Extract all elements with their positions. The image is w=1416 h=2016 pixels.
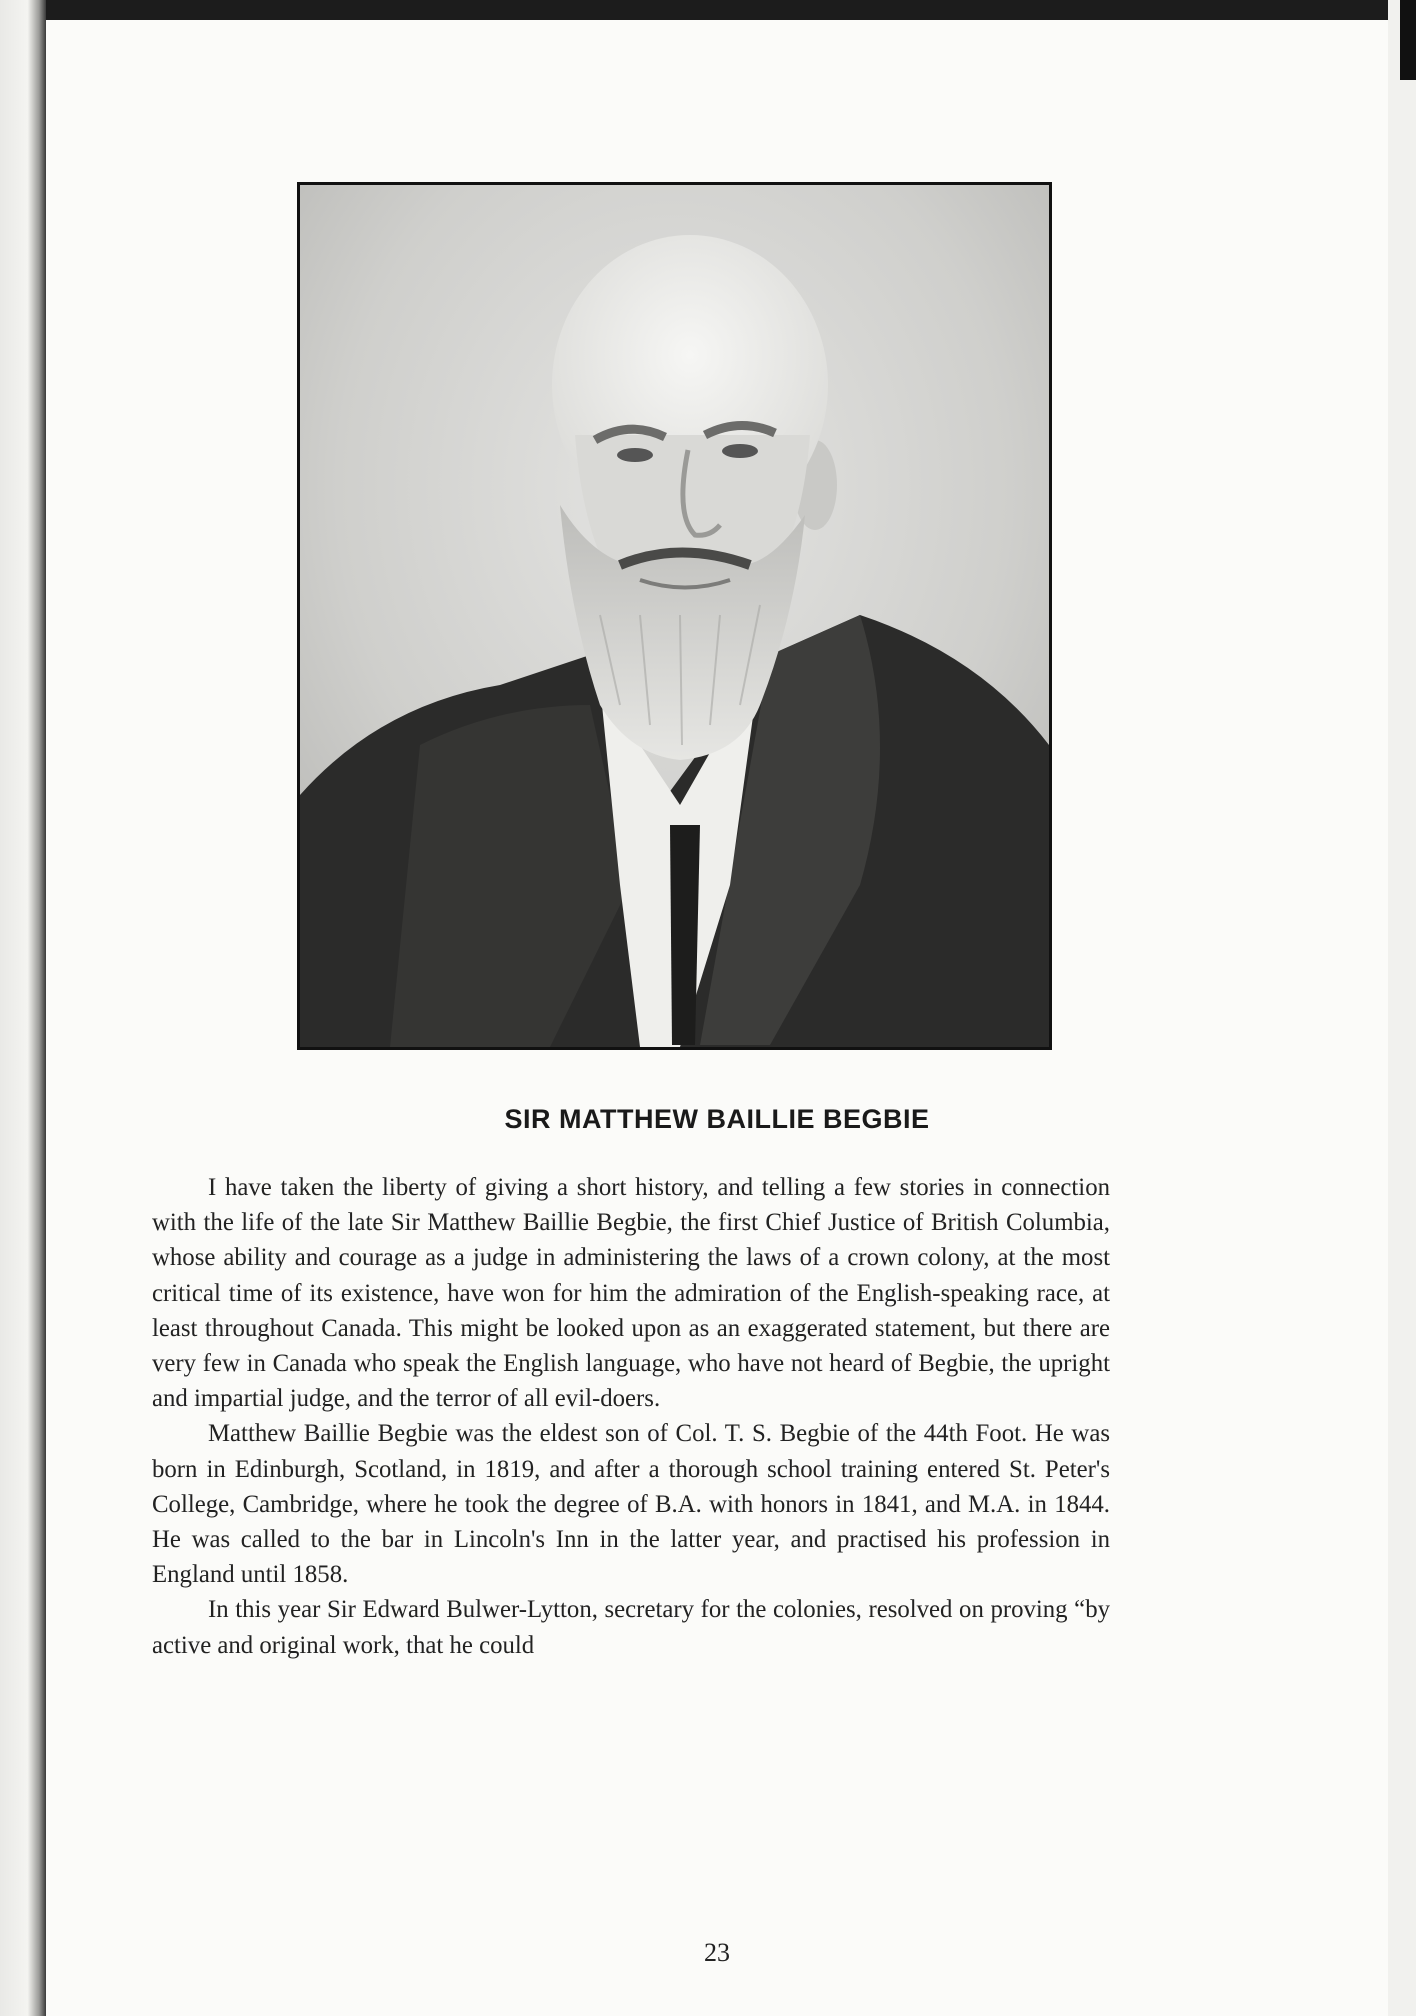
page-edge bbox=[1388, 0, 1416, 2016]
article-body bbox=[152, 1170, 1110, 1663]
paragraph: I have taken the liberty of giving a short history, and telling a few stories in connection with the life of the late Sir Matthew Baillie Begbie, the first Chief Justice of British Columbia, whose ability and courage as a judge in administering the laws of a crown colony, at the most critical time of its existence, have won for him the admiration of the English-speaking race, at least throughout Canada. This might be looked upon as an exaggerated statement, but there are very few in Canada who speak the English language, who have not heard of Begbie, the upright and impartial judge, and the terror of all evil-doers. bbox=[152, 1174, 1110, 1413]
portrait-caption: SIR MATTHEW BAILLIE BEGBIE bbox=[504, 1104, 930, 1134]
scan-border bbox=[1400, 0, 1416, 80]
paragraph: Matthew Baillie Begbie was the eldest son of Col. T. S. Begbie of the 44th Foot. He was born in Edinburgh, Scotland, in 1819, and after a thorough school training entered St. Peter's College, Cambridge, where he took the degree of B.A. with honors in 1841, and M.A. in 1844. He was called to the bar in Lincoln's Inn in the latter year, and practised his profession in England until 1858. bbox=[152, 1420, 1110, 1589]
book-gutter bbox=[0, 0, 46, 2016]
portrait-illustration bbox=[300, 185, 1049, 1047]
page-number: 23 bbox=[704, 1938, 730, 1967]
portrait-photo bbox=[297, 182, 1052, 1050]
book-page bbox=[46, 20, 1388, 2016]
paragraph: In this year Sir Edward Bulwer-Lytton, secretary for the colonies, resolved on proving “by active and original work, that he could bbox=[152, 1596, 1110, 1659]
